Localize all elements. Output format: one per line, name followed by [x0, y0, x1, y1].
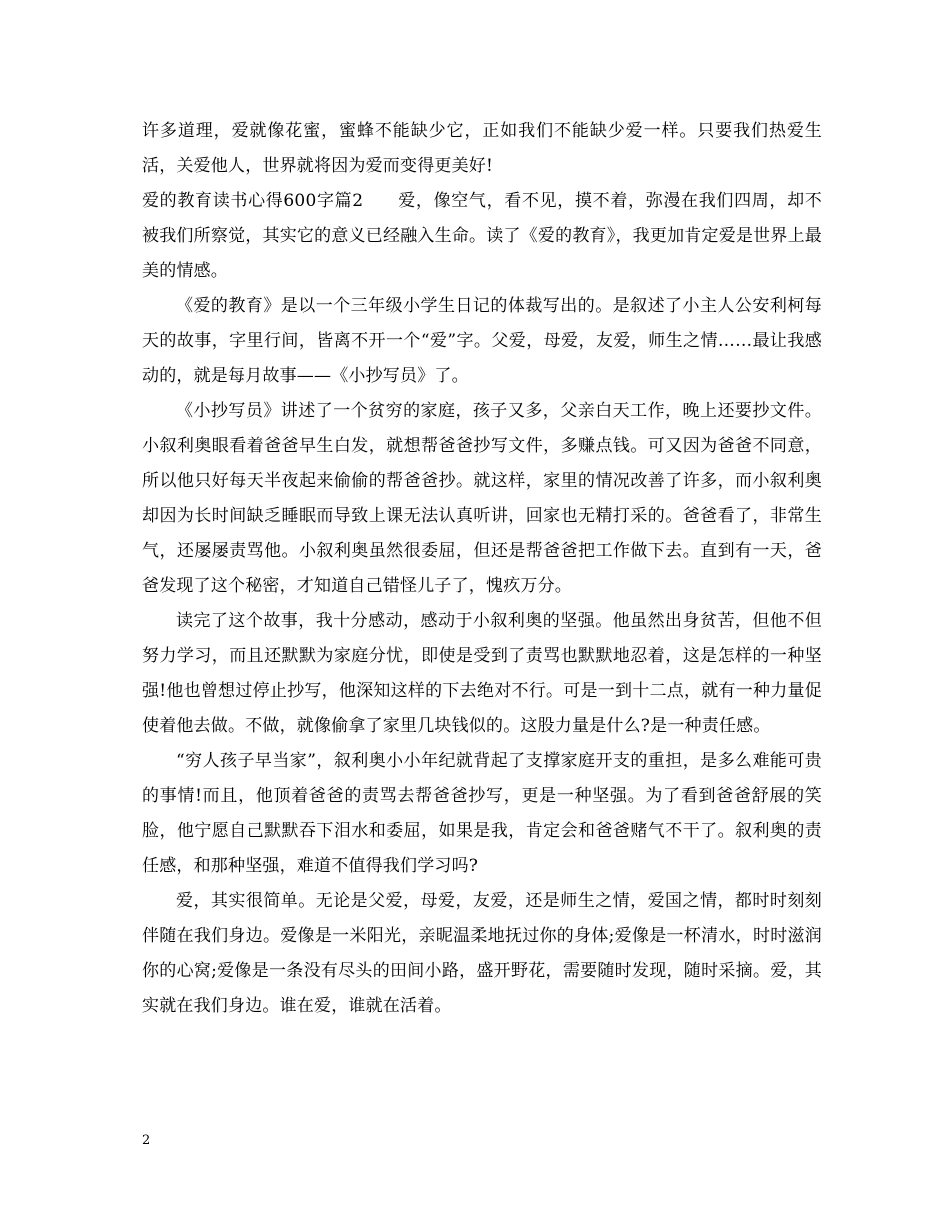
section-paragraph-text: 爱，像空气，看不见，摸不着，弥漫在我们四周，却不被我们所察觉，其实它的意义已经融入生命。读了《爱的教育》，我更加肯定爱是世界上最美的情感。 — [142, 191, 822, 281]
section-title: 爱的教育读书心得600字篇2 — [142, 191, 364, 211]
paragraph: “穷人孩子早当家”，叙利奥小小年纪就背起了支撑家庭开支的重担，是多么难能可贵的事情!而且，他顶着爸爸的责骂去帮爸爸抄写，更是一种坚强。为了看到爸爸舒展的笑脸，他宁愿自己默默吞下泪水和委屈，如果是我，肯定会和爸爸赌气不干了。叙利奥的责任感，和那种坚强，难道不值得我们学习吗? — [142, 751, 822, 876]
paragraph-continuation: 许多道理，爱就像花蜜，蜜蜂不能缺少它，正如我们不能缺少爱一样。只要我们热爱生活，关爱他人，世界就将因为爱而变得更美好! — [142, 121, 822, 176]
paragraph: 《小抄写员》讲述了一个贫穷的家庭，孩子又多，父亲白天工作，晚上还要抄文件。小叙利奥眼看着爸爸早生白发，就想帮爸爸抄写文件，多赚点钱。可又因为爸爸不同意，所以他只好每天半夜起来偷偷的帮爸爸抄。就这样，家里的情况改善了许多，而小叙利奥却因为长时间缺乏睡眠而导致上课无法认真听讲，回家也无精打采的。爸爸看了，非常生气，还屡屡责骂他。小叙利奥虽然很委屈，但还是帮爸爸把工作做下去。直到有一天，爸爸发现了这个秘密，才知道自己错怪儿子了，愧疚万分。 — [142, 401, 822, 596]
paragraph: 《爱的教育》是以一个三年级小学生日记的体裁写出的。是叙述了小主人公安利柯每天的故事，字里行间，皆离不开一个“爱”字。父爱，母爱，友爱，师生之情……最让我感动的，就是每月故事——《小抄写员》了。 — [142, 296, 822, 386]
paragraph: 爱，其实很简单。无论是父爱，母爱，友爱，还是师生之情，爱国之情，都时时刻刻伴随在我们身边。爱像是一米阳光，亲昵温柔地抚过你的身体;爱像是一杯清水，时时滋润你的心窝;爱像是一条没有尽头的田间小路，盛开野花，需要随时发现，随时采摘。爱，其实就在我们身边。谁在爱，谁就在活着。 — [142, 891, 822, 1016]
page-number: 2 — [142, 1133, 151, 1148]
paragraph: 读完了这个故事，我十分感动，感动于小叙利奥的坚强。他虽然出身贫苦，但他不但努力学习，而且还默默为家庭分忧，即使是受到了责骂也默默地忍着，这是怎样的一种坚强!他也曾想过停止抄写，他深知这样的下去绝对不行。可是一到十二点，就有一种力量促使着他去做。不做，就像偷拿了家里几块钱似的。这股力量是什么?是一种责任感。 — [142, 611, 822, 736]
section-paragraph — [142, 184, 822, 289]
body-text — [142, 114, 822, 1024]
spacer — [363, 191, 397, 211]
